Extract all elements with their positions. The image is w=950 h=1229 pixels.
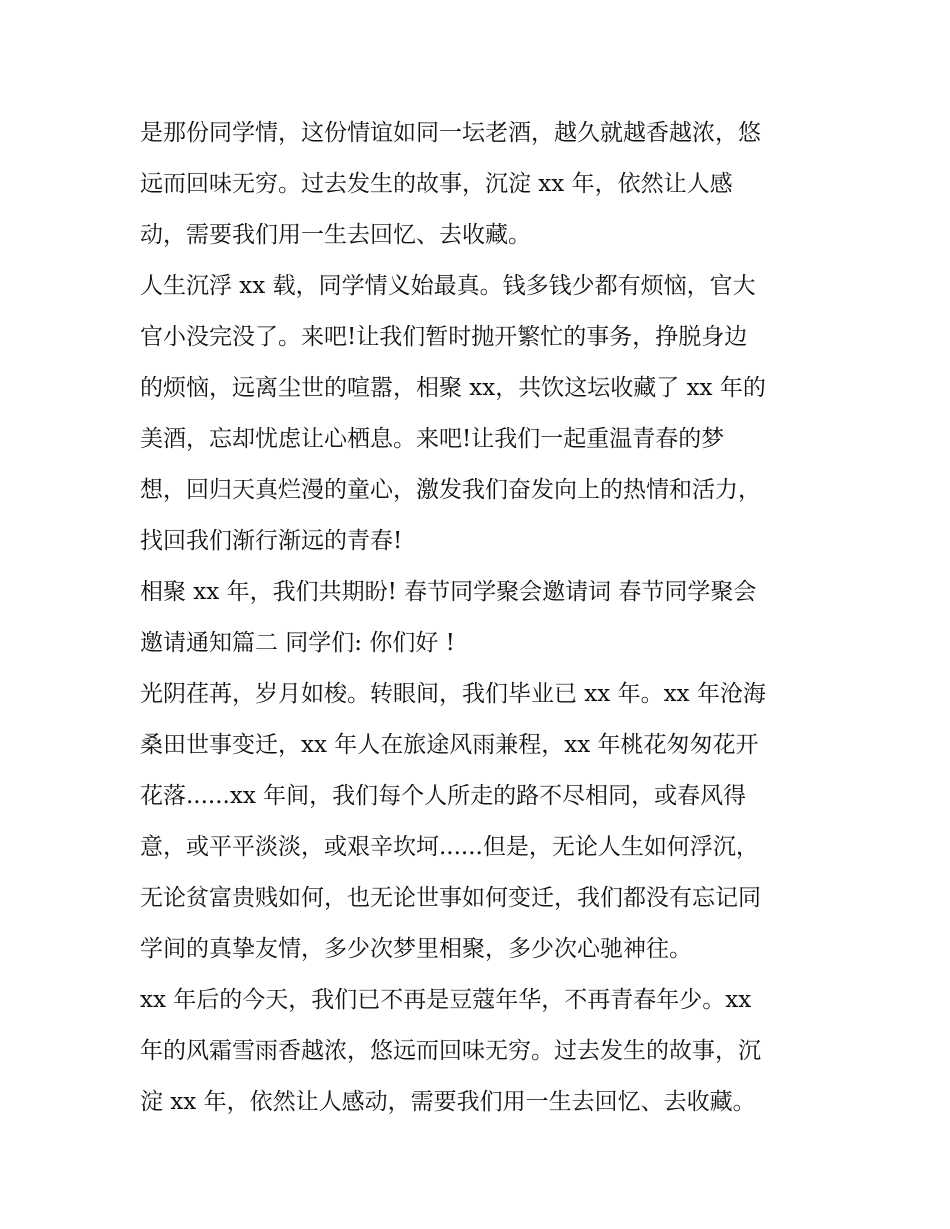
text-line: 找回我们渐行渐远的青春! [140, 528, 403, 554]
text-line: 邀请通知篇二 同学们: 你们好 ! [140, 630, 455, 656]
text-line: 人生沉浮 xx 载，同学情义始最真。钱多钱少都有烦恼，官大 [140, 273, 756, 299]
document-body [140, 108, 840, 1128]
text-line: 花落......xx 年间，我们每个人所走的路不尽相同，或春风得 [140, 783, 747, 809]
text-line: 远而回味无穷。过去发生的故事，沉淀 xx 年，依然让人感 [140, 171, 733, 197]
text-line: 的烦恼，远离尘世的喧嚣，相聚 xx，共饮这坛收藏了 xx 年的 [140, 375, 766, 401]
text-line: 淀 xx 年，依然让人感动，需要我们用一生去回忆、去收藏。 [140, 1089, 756, 1115]
text-line: 光阴荏苒，岁月如梭。转眼间，我们毕业已 xx 年。xx 年沧海 [140, 681, 766, 707]
text-line: 动，需要我们用一生去回忆、去收藏。 [140, 222, 531, 248]
text-line: 无论贫富贵贱如何，也无论世事如何变迁，我们都没有忘记同 [140, 885, 761, 911]
text-line: 学间的真挚友情，多少次梦里相聚，多少次心驰神往。 [140, 936, 692, 962]
text-line: 意，或平平淡淡，或艰辛坎坷......但是，无论人生如何浮沉， [140, 834, 759, 860]
text-line: 相聚 xx 年，我们共期盼! 春节同学聚会邀请词 春节同学聚会 [140, 579, 757, 605]
text-line: 官小没完没了。来吧!让我们暂时抛开繁忙的事务，挣脱身边 [140, 324, 748, 350]
text-line: 美酒，忘却忧虑让心栖息。来吧!让我们一起重温青春的梦 [140, 426, 725, 452]
text-line: 想，回归天真烂漫的童心，激发我们奋发向上的热情和活力， [140, 477, 761, 503]
text-line: xx 年后的今天，我们已不再是豆蔻年华，不再青春年少。xx [140, 987, 752, 1013]
text-line: 是那份同学情，这份情谊如同一坛老酒，越久就越香越浓，悠 [140, 120, 761, 146]
text-line: 桑田世事变迁，xx 年人在旅途风雨兼程，xx 年桃花匆匆花开 [140, 732, 759, 758]
text-line: 年的风霜雪雨香越浓，悠远而回味无穷。过去发生的故事，沉 [140, 1038, 761, 1064]
